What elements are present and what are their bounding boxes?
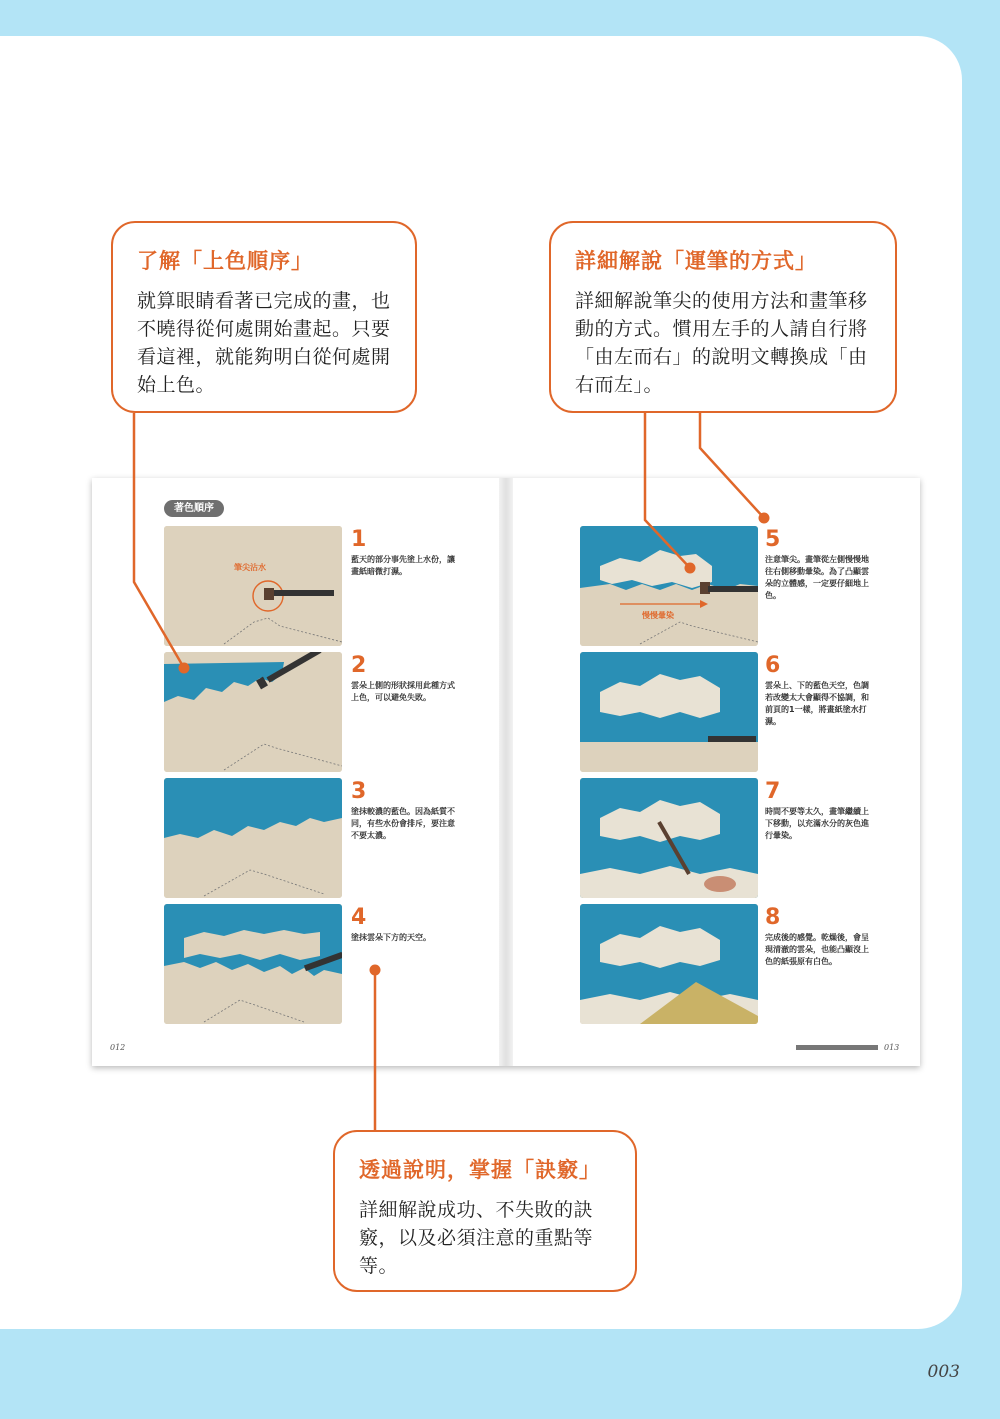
step-text: 雲朵上側的形狀採用此種方式上色，可以避免失敗。 [351, 681, 455, 702]
step-2 [351, 654, 459, 704]
left-page-number: 012 [110, 1043, 126, 1052]
step-photo-2 [164, 652, 342, 772]
page-number: 003 [927, 1362, 960, 1382]
step-number: 8 [765, 905, 781, 930]
step-5 [765, 528, 873, 602]
step-photo-1 [164, 526, 342, 646]
step-7 [765, 780, 873, 842]
callout-body: 詳細解說筆尖的使用方法和畫筆移動的方式。慣用左手的人請自行將「由左而右」的說明文轉換成「由右而左」。 [575, 290, 868, 396]
step-photo-7 [580, 778, 758, 898]
callout-title: 透過說明，掌握「訣竅」 [359, 1158, 601, 1182]
callout-tips [333, 1130, 637, 1292]
slow-blend-label: 慢慢暈染 [642, 611, 674, 620]
step-number: 5 [765, 527, 781, 552]
step-8 [765, 906, 873, 968]
step-text: 塗抹較濃的藍色。因為紙質不同，有些水份會排斥，要注意不要太濃。 [351, 807, 455, 840]
step-text: 藍天的部分事先塗上水份，讓畫紙暗微打濕。 [351, 555, 455, 576]
page-bar [796, 1045, 878, 1050]
callout-title: 了解「上色順序」 [137, 249, 313, 273]
step-number: 3 [351, 779, 367, 804]
callout-color-order [111, 221, 417, 413]
book-spread [92, 478, 920, 1066]
spread-gutter [499, 478, 513, 1066]
step-number: 1 [351, 527, 367, 552]
step-photo-5 [580, 526, 758, 646]
step-photo-6 [580, 652, 758, 772]
callout-body: 詳細解說成功、不失敗的訣竅，以及必須注意的重點等等。 [359, 1199, 594, 1277]
section-tag: 著色順序 [164, 500, 224, 517]
step-4 [351, 906, 459, 944]
step-text: 時間不要等太久，畫筆繼續上下移動，以充滿水分的灰色進行暈染。 [765, 807, 869, 840]
step-text: 雲朵上、下的藍色天空，色調若改變太大會顯得不協調，和前頁的1一樣，將畫紙塗水打濕。 [765, 681, 869, 726]
step-photo-8 [580, 904, 758, 1024]
step-photo-3 [164, 778, 342, 898]
callout-title: 詳細解說「運筆的方式」 [575, 249, 817, 273]
step-6 [765, 654, 873, 728]
step-3 [351, 780, 459, 842]
step-number: 4 [351, 905, 367, 930]
step-1 [351, 528, 459, 578]
step-text: 注意筆尖。畫筆從左側慢慢地往右側移動暈染。為了凸顯雲朵的立體感，一定要仔細地上色。 [765, 555, 869, 600]
step-number: 7 [765, 779, 781, 804]
callout-body: 就算眼睛看著已完成的畫，也不曉得從何處開始畫起。只要看這裡，就能夠明白從何處開始上色。 [137, 290, 391, 396]
right-page-number: 013 [884, 1043, 900, 1052]
step-number: 2 [351, 653, 367, 678]
step-text: 塗抹雲朵下方的天空。 [351, 933, 431, 942]
brush-tip-label: 筆尖沾水 [234, 563, 266, 572]
callout-brush-stroke [549, 221, 897, 413]
step-photo-4 [164, 904, 342, 1024]
step-text: 完成後的感覺。乾燥後，會呈現清澈的雲朵，也能凸顯沒上色的紙張原有白色。 [765, 933, 869, 966]
step-number: 6 [765, 653, 781, 678]
